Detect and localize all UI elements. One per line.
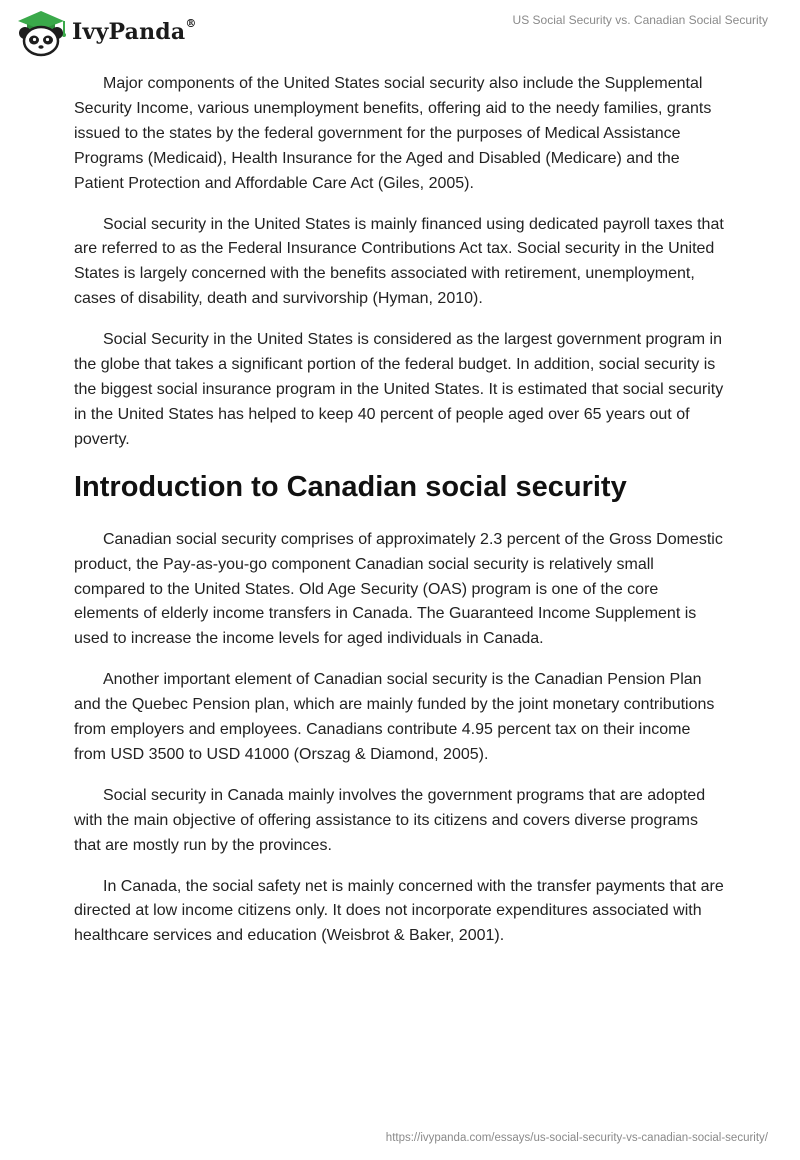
ivypanda-logo[interactable] bbox=[12, 6, 197, 58]
document-title: US Social Security vs. Canadian Social Security bbox=[512, 13, 768, 27]
paragraph: Social security in the United States is mainly financed using dedicated payroll taxes that are referred to as the Federal Insurance Contributions Act tax. Social security in the United States is largely concerned with the benefits associated with retirement, unemployment, cases of disability, death and survivorship (Hyman, 2010). bbox=[74, 215, 724, 308]
page-header bbox=[0, 0, 800, 60]
essay-content bbox=[74, 72, 726, 965]
paragraph: Canadian social security comprises of approximately 2.3 percent of the Gross Domestic product, the Pay-as-you-go component Canadian social security is relatively small compared to the United States. Old Age Security (OAS) program is one of the core elements of elderly income transfers in Canada. The Guaranteed Income Supplement is used to increase the income levels for aged individuals in Canada. bbox=[74, 530, 723, 648]
brand-name: IvyPanda® bbox=[72, 17, 197, 45]
section-heading: Introduction to Canadian social security bbox=[74, 470, 627, 503]
paragraph: Social Security in the United States is considered as the largest government program in the globe that takes a significant portion of the federal budget. In addition, social security is the biggest social insurance program in the United States. It is estimated that social security in the United States has helped to keep 40 percent of people aged over 65 years out of poverty. bbox=[74, 331, 724, 448]
source-url[interactable]: https://ivypanda.com/essays/us-social-security-vs-canadian-social-security/ bbox=[385, 1132, 768, 1144]
panda-graduation-cap-icon bbox=[12, 6, 70, 58]
paragraph: Another important element of Canadian social security is the Canadian Pension Plan and the Quebec Pension plan, which are mainly funded by the joint monetary contributions from employers and employees. Canadians contribute 4.95 percent tax on their income from USD 3500 to USD 41000 (Orszag & Diamond, 2005). bbox=[74, 671, 715, 763]
registered-mark: ® bbox=[185, 17, 197, 30]
paragraph: Social security in Canada mainly involves the government programs that are adopted with the main objective of offering assistance to its citizens and covers diverse programs that are mostly run by the provinces. bbox=[74, 786, 706, 854]
paragraph: In Canada, the social safety net is mainly concerned with the transfer payments that are directed at low income citizens only. It does not incorporate expenditures associated with healthcare services and education (Weisbrot & Baker, 2001). bbox=[74, 877, 724, 945]
paragraph: Major components of the United States social security also include the Supplemental Security Income, various unemployment benefits, offering aid to the needy families, grants issued to the states by the federal government for the purposes of Medical Assistance Programs (Medicaid), Health Insurance for the Aged and Disabled (Medicare) and the Patient Protection and Affordable Care Act (Giles, 2005). bbox=[74, 75, 712, 192]
